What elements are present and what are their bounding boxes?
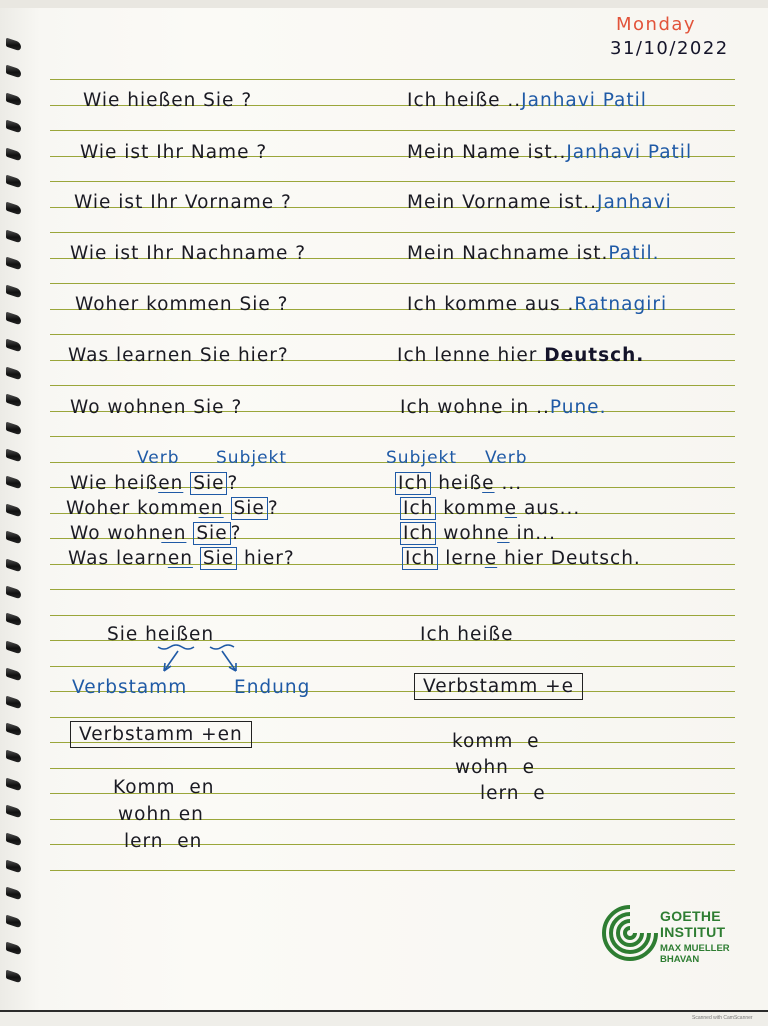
left-list-item-1: Komm en	[113, 777, 215, 798]
ruled-line	[50, 615, 735, 616]
header-subjekt-right: Subjekt	[386, 448, 458, 468]
spiral-hole	[6, 229, 21, 243]
spiral-binding	[6, 0, 26, 1024]
header-verb-right: Verb	[485, 448, 528, 468]
spiral-hole	[6, 640, 21, 654]
spiral-hole	[6, 394, 21, 408]
answer-5: Ich komme aus .Ratnagiri	[407, 294, 668, 315]
logo-line-max-mueller: MAX MUELLER	[660, 943, 730, 954]
right-list-item-2: wohn e	[455, 757, 536, 778]
answer-4: Mein Nachname ist.Patil.	[407, 243, 660, 264]
grammar-answer-4: Ich lerne hier Deutsch.	[402, 548, 641, 569]
spiral-hole	[6, 147, 21, 161]
ruled-line	[50, 870, 735, 871]
spiral-hole	[6, 257, 21, 271]
spiral-hole	[6, 969, 21, 983]
grammar-answer-3: Ich wohne in...	[400, 523, 556, 544]
question-1: Wie hießen Sie ?	[83, 90, 253, 111]
spiral-hole	[6, 202, 21, 216]
spiral-hole	[6, 120, 21, 134]
spiral-hole	[6, 558, 21, 572]
question-4: Wie ist Ihr Nachname ?	[70, 243, 307, 264]
box-verbstamm-en: Verbstamm +en	[70, 724, 252, 745]
answer-1: Ich heiße ..Janhavi Patil	[407, 90, 647, 111]
spiral-hole	[6, 613, 21, 627]
spiral-hole	[6, 339, 21, 353]
grammar-question-2: Woher kommen Sie ?	[66, 498, 279, 519]
spiral-hole	[6, 777, 21, 791]
grammar-answer-1: Ich heiße ...	[395, 473, 522, 494]
example-sie-heissen: Sie heißen	[107, 624, 215, 645]
spiral-hole	[6, 805, 21, 819]
ruled-line	[50, 334, 735, 335]
day-label: Monday	[616, 14, 697, 35]
goethe-spiral-icon	[600, 903, 660, 963]
spiral-hole	[6, 531, 21, 545]
question-6: Was learnen Sie hier?	[68, 345, 289, 366]
spiral-hole	[6, 860, 21, 874]
logo-line-bhavan: BHAVAN	[660, 953, 700, 965]
ruled-line	[50, 717, 735, 718]
spiral-hole	[6, 476, 21, 490]
logo-line-goethe: GOETHE	[660, 908, 721, 924]
spiral-hole	[6, 38, 21, 52]
date-label: 31/10/2022	[610, 38, 729, 59]
box-verbstamm-e: Verbstamm +e	[414, 676, 583, 697]
header-verb-left: Verb	[137, 448, 180, 468]
spiral-hole	[6, 312, 21, 326]
spiral-hole	[6, 175, 21, 189]
spiral-hole	[6, 723, 21, 737]
ruled-line	[50, 283, 735, 284]
spiral-hole	[6, 503, 21, 517]
stem-ending-arrows	[150, 643, 260, 679]
question-5: Woher kommen Sie ?	[75, 294, 289, 315]
ruled-line	[50, 130, 735, 131]
spiral-hole	[6, 887, 21, 901]
answer-2: Mein Name ist..Janhavi Patil	[407, 142, 693, 163]
spiral-hole	[6, 668, 21, 682]
ruled-line	[50, 385, 735, 386]
spiral-hole	[6, 284, 21, 298]
spiral-hole	[6, 65, 21, 79]
right-list-item-3: lern e	[480, 783, 546, 804]
example-ich-heisse: Ich heiße	[420, 624, 514, 645]
ruled-line	[50, 589, 735, 590]
page-top-edge	[0, 0, 768, 8]
logo-line-institut: INSTITUT	[660, 924, 726, 940]
spiral-hole	[6, 832, 21, 846]
spiral-hole	[6, 421, 21, 435]
left-list-item-3: lern en	[124, 831, 203, 852]
ruled-line	[50, 181, 735, 182]
question-3: Wie ist Ihr Vorname ?	[74, 192, 292, 213]
left-list-item-2: wohn en	[118, 804, 204, 825]
spiral-hole	[6, 942, 21, 956]
ruled-line	[50, 768, 735, 769]
ruled-line	[50, 79, 735, 80]
question-7: Wo wohnen Sie ?	[70, 397, 243, 418]
grammar-question-3: Wo wohnen Sie ?	[70, 523, 242, 544]
question-2: Wie ist Ihr Name ?	[80, 142, 268, 163]
label-verbstamm: Verbstamm	[72, 677, 188, 698]
goethe-institut-logo	[600, 903, 750, 965]
ruled-line	[50, 436, 735, 437]
header-subjekt-left: Subjekt	[216, 448, 288, 468]
spiral-hole	[6, 449, 21, 463]
answer-6: Ich lenne hier Deutsch.	[397, 345, 645, 366]
spiral-hole	[6, 695, 21, 709]
spiral-hole	[6, 750, 21, 764]
grammar-question-4: Was learnen Sie hier?	[68, 548, 295, 569]
spiral-hole	[6, 586, 21, 600]
scanner-watermark: Scanned with CamScanner	[692, 1015, 753, 1021]
answer-7: Ich wohne in ..Pune.	[400, 397, 607, 418]
label-endung: Endung	[234, 677, 311, 698]
right-list-item-1: komm e	[452, 731, 540, 752]
spiral-hole	[6, 914, 21, 928]
spiral-hole	[6, 92, 21, 106]
ruled-line	[50, 232, 735, 233]
grammar-answer-2: Ich komme aus...	[400, 498, 580, 519]
spiral-hole	[6, 366, 21, 380]
answer-3: Mein Vorname ist..Janhavi	[407, 192, 672, 213]
grammar-question-1: Wie heißen Sie ?	[70, 473, 239, 494]
